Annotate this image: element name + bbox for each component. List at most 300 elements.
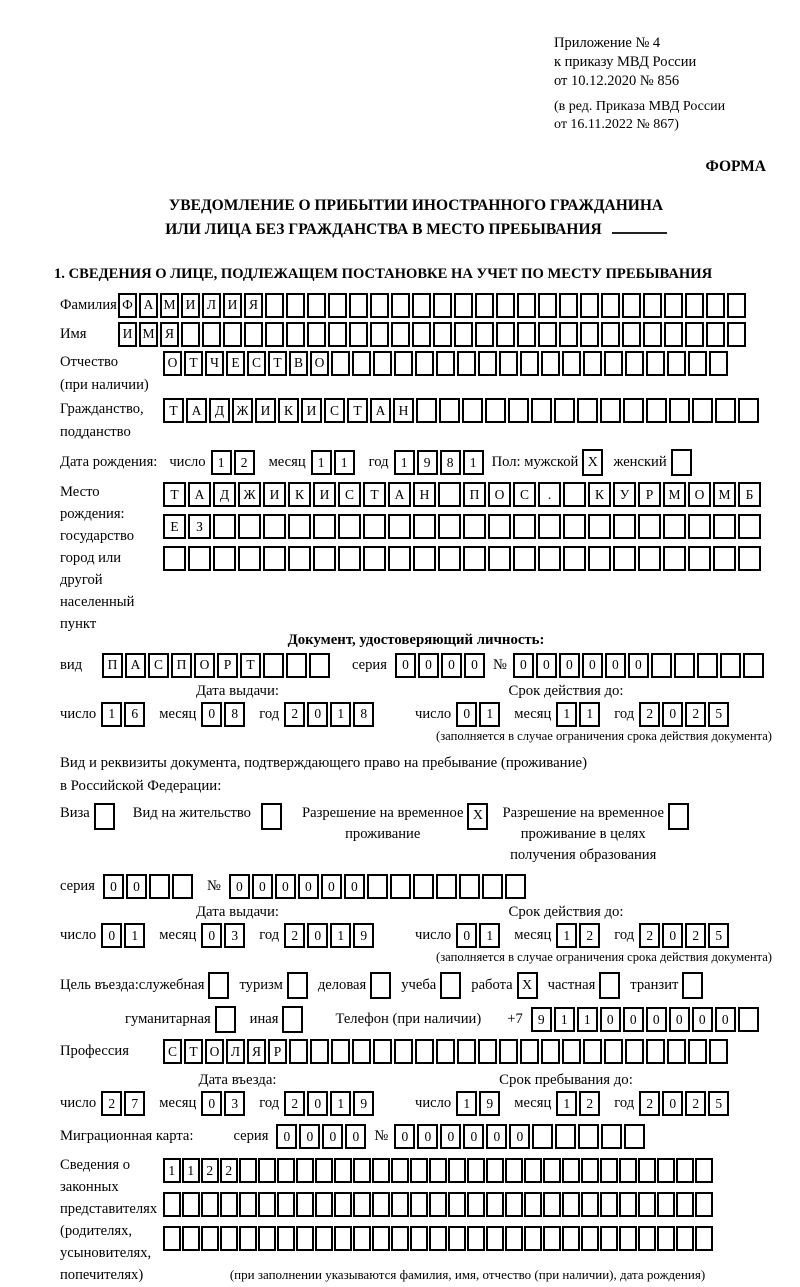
char-cell-filled[interactable]: 2 — [201, 1158, 219, 1183]
char-cell-filled[interactable]: 1 — [577, 1007, 598, 1032]
char-cell-empty[interactable] — [562, 351, 581, 376]
char-cell-empty[interactable] — [541, 1039, 560, 1064]
char-cell-filled[interactable]: 0 — [440, 1124, 461, 1149]
char-cell-empty[interactable] — [496, 322, 515, 347]
char-cell-empty[interactable] — [429, 1158, 447, 1183]
char-cell-empty[interactable] — [580, 322, 599, 347]
char-cell-empty[interactable] — [667, 351, 686, 376]
char-cell-empty[interactable] — [412, 322, 431, 347]
char-cell-empty[interactable] — [307, 322, 326, 347]
char-cell-empty[interactable] — [600, 1158, 618, 1183]
char-cell-empty[interactable] — [334, 1192, 352, 1217]
char-cell-filled[interactable]: И — [223, 293, 242, 318]
char-cell-filled[interactable]: 1 — [330, 1091, 351, 1116]
char-cell-empty[interactable] — [499, 1039, 518, 1064]
char-cell-empty[interactable] — [577, 398, 598, 423]
char-cell-filled[interactable]: К — [278, 398, 299, 423]
char-cell-empty[interactable] — [513, 546, 536, 571]
char-cell-filled[interactable]: 0 — [201, 1091, 222, 1116]
char-cell-filled[interactable]: М — [663, 482, 686, 507]
char-cell-empty[interactable] — [562, 1039, 581, 1064]
char-cell-empty[interactable] — [643, 322, 662, 347]
char-cell-empty[interactable] — [475, 293, 494, 318]
char-cell-filled[interactable]: 5 — [708, 702, 729, 727]
char-cell-filled[interactable]: 2 — [284, 702, 305, 727]
char-cell-empty[interactable] — [524, 1158, 542, 1183]
char-cell-empty[interactable] — [508, 398, 529, 423]
char-cell-empty[interactable] — [588, 546, 611, 571]
char-cell-empty[interactable] — [454, 293, 473, 318]
char-cell-empty[interactable] — [688, 514, 711, 539]
char-cell-filled[interactable]: 7 — [124, 1091, 145, 1116]
char-cell-filled[interactable]: 0 — [275, 874, 296, 899]
char-cell-filled[interactable]: Р — [217, 653, 238, 678]
char-cell-empty[interactable] — [353, 1158, 371, 1183]
char-cell-empty[interactable] — [505, 1226, 523, 1251]
char-cell-empty[interactable] — [622, 322, 641, 347]
char-cell-filled[interactable]: 0 — [669, 1007, 690, 1032]
char-cell-filled[interactable]: Д — [213, 482, 236, 507]
char-cell-filled[interactable]: Е — [226, 351, 245, 376]
char-cell-filled[interactable]: 2 — [234, 450, 255, 475]
char-cell-empty[interactable] — [172, 874, 193, 899]
char-cell-filled[interactable]: 2 — [101, 1091, 122, 1116]
char-cell-empty[interactable] — [674, 653, 695, 678]
char-cell-empty[interactable] — [328, 293, 347, 318]
char-cell-empty[interactable] — [482, 874, 503, 899]
char-cell-empty[interactable] — [562, 1226, 580, 1251]
char-cell-filled[interactable]: Т — [184, 351, 203, 376]
char-cell-empty[interactable] — [727, 293, 746, 318]
char-cell-empty[interactable] — [738, 546, 761, 571]
char-cell-empty[interactable] — [413, 514, 436, 539]
char-cell-empty[interactable] — [467, 1158, 485, 1183]
char-cell-filled[interactable]: 1 — [124, 923, 145, 948]
char-cell-empty[interactable] — [349, 322, 368, 347]
char-cell-empty[interactable] — [286, 653, 307, 678]
char-cell-empty[interactable] — [601, 1124, 622, 1149]
char-cell-empty[interactable] — [436, 351, 455, 376]
char-cell-empty[interactable] — [286, 322, 305, 347]
char-cell-filled[interactable]: С — [247, 351, 266, 376]
char-cell-empty[interactable] — [352, 1039, 371, 1064]
char-cell-filled[interactable]: 0 — [103, 874, 124, 899]
char-cell-filled[interactable]: 3 — [224, 1091, 245, 1116]
char-cell-empty[interactable] — [688, 351, 707, 376]
char-cell-empty[interactable] — [289, 1039, 308, 1064]
char-cell-filled[interactable]: З — [188, 514, 211, 539]
char-cell-empty[interactable] — [619, 1226, 637, 1251]
char-cell-filled[interactable]: М — [160, 293, 179, 318]
char-cell-filled[interactable]: 0 — [692, 1007, 713, 1032]
char-cell-empty[interactable] — [543, 1226, 561, 1251]
char-cell-empty[interactable] — [613, 514, 636, 539]
char-cell-empty[interactable] — [182, 1192, 200, 1217]
char-cell-empty[interactable] — [486, 1226, 504, 1251]
char-cell-filled[interactable]: А — [370, 398, 391, 423]
char-cell-empty[interactable] — [563, 482, 586, 507]
char-cell-empty[interactable] — [478, 351, 497, 376]
char-cell-filled[interactable]: И — [181, 293, 200, 318]
char-cell-empty[interactable] — [239, 1158, 257, 1183]
char-cell-filled[interactable]: С — [163, 1039, 182, 1064]
char-cell-empty[interactable] — [588, 514, 611, 539]
char-cell-filled[interactable]: 0 — [628, 653, 649, 678]
char-cell-filled[interactable]: 0 — [456, 702, 477, 727]
char-cell-filled[interactable]: Т — [184, 1039, 203, 1064]
char-cell-empty[interactable] — [555, 1124, 576, 1149]
char-cell-empty[interactable] — [413, 874, 434, 899]
char-cell-empty[interactable] — [600, 1192, 618, 1217]
char-cell-empty[interactable] — [202, 322, 221, 347]
char-cell-empty[interactable] — [619, 1192, 637, 1217]
char-cell-filled[interactable]: О — [163, 351, 182, 376]
char-cell-empty[interactable] — [541, 351, 560, 376]
purpose-work-checkbox[interactable]: X — [517, 972, 538, 999]
char-cell-empty[interactable] — [370, 322, 389, 347]
char-cell-empty[interactable] — [373, 351, 392, 376]
char-cell-empty[interactable] — [651, 653, 672, 678]
char-cell-filled[interactable]: 2 — [685, 1091, 706, 1116]
char-cell-filled[interactable]: Н — [413, 482, 436, 507]
char-cell-empty[interactable] — [657, 1192, 675, 1217]
char-cell-empty[interactable] — [685, 293, 704, 318]
char-cell-filled[interactable]: Ж — [232, 398, 253, 423]
purpose-humanitarian-checkbox[interactable] — [215, 1006, 236, 1033]
char-cell-filled[interactable]: С — [148, 653, 169, 678]
char-cell-empty[interactable] — [391, 293, 410, 318]
char-cell-empty[interactable] — [486, 1192, 504, 1217]
char-cell-empty[interactable] — [391, 1192, 409, 1217]
char-cell-filled[interactable]: 0 — [715, 1007, 736, 1032]
char-cell-empty[interactable] — [182, 1226, 200, 1251]
char-cell-filled[interactable]: М — [713, 482, 736, 507]
char-cell-empty[interactable] — [496, 293, 515, 318]
char-cell-empty[interactable] — [625, 351, 644, 376]
char-cell-empty[interactable] — [438, 514, 461, 539]
char-cell-filled[interactable]: А — [186, 398, 207, 423]
char-cell-filled[interactable]: А — [388, 482, 411, 507]
char-cell-empty[interactable] — [258, 1192, 276, 1217]
char-cell-empty[interactable] — [429, 1226, 447, 1251]
char-cell-filled[interactable]: О — [194, 653, 215, 678]
char-cell-empty[interactable] — [315, 1192, 333, 1217]
char-cell-empty[interactable] — [448, 1192, 466, 1217]
char-cell-empty[interactable] — [583, 1039, 602, 1064]
char-cell-filled[interactable]: 1 — [456, 1091, 477, 1116]
char-cell-filled[interactable]: Я — [244, 293, 263, 318]
char-cell-filled[interactable]: 0 — [418, 653, 439, 678]
char-cell-filled[interactable]: 2 — [579, 923, 600, 948]
char-cell-empty[interactable] — [391, 322, 410, 347]
char-cell-empty[interactable] — [370, 293, 389, 318]
char-cell-filled[interactable]: 2 — [639, 1091, 660, 1116]
char-cell-empty[interactable] — [436, 1039, 455, 1064]
char-cell-empty[interactable] — [499, 351, 518, 376]
char-cell-filled[interactable]: 1 — [554, 1007, 575, 1032]
char-cell-filled[interactable]: П — [102, 653, 123, 678]
char-cell-empty[interactable] — [410, 1192, 428, 1217]
char-cell-filled[interactable]: 1 — [182, 1158, 200, 1183]
char-cell-filled[interactable]: Н — [393, 398, 414, 423]
char-cell-empty[interactable] — [263, 653, 284, 678]
char-cell-empty[interactable] — [331, 1039, 350, 1064]
char-cell-empty[interactable] — [448, 1158, 466, 1183]
char-cell-empty[interactable] — [388, 514, 411, 539]
char-cell-filled[interactable]: 0 — [456, 923, 477, 948]
char-cell-empty[interactable] — [213, 514, 236, 539]
char-cell-empty[interactable] — [692, 398, 713, 423]
char-cell-filled[interactable]: 2 — [579, 1091, 600, 1116]
char-cell-filled[interactable]: 5 — [708, 923, 729, 948]
char-cell-empty[interactable] — [580, 293, 599, 318]
char-cell-filled[interactable]: 0 — [395, 653, 416, 678]
char-cell-empty[interactable] — [315, 1158, 333, 1183]
char-cell-filled[interactable]: 2 — [639, 702, 660, 727]
char-cell-filled[interactable]: 2 — [639, 923, 660, 948]
char-cell-filled[interactable]: 0 — [307, 1091, 328, 1116]
char-cell-filled[interactable]: С — [338, 482, 361, 507]
char-cell-empty[interactable] — [438, 482, 461, 507]
char-cell-filled[interactable]: 8 — [224, 702, 245, 727]
char-cell-filled[interactable]: Я — [160, 322, 179, 347]
char-cell-empty[interactable] — [646, 1039, 665, 1064]
char-cell-empty[interactable] — [638, 514, 661, 539]
char-cell-filled[interactable]: 1 — [101, 702, 122, 727]
char-cell-filled[interactable]: Я — [247, 1039, 266, 1064]
char-cell-filled[interactable]: 0 — [441, 653, 462, 678]
char-cell-empty[interactable] — [363, 514, 386, 539]
char-cell-filled[interactable]: 9 — [353, 1091, 374, 1116]
char-cell-filled[interactable]: 0 — [344, 874, 365, 899]
char-cell-empty[interactable] — [416, 398, 437, 423]
char-cell-empty[interactable] — [709, 351, 728, 376]
char-cell-filled[interactable]: 1 — [479, 923, 500, 948]
char-cell-empty[interactable] — [543, 1192, 561, 1217]
char-cell-empty[interactable] — [624, 1124, 645, 1149]
char-cell-empty[interactable] — [296, 1226, 314, 1251]
char-cell-empty[interactable] — [669, 398, 690, 423]
char-cell-empty[interactable] — [467, 1226, 485, 1251]
char-cell-empty[interactable] — [238, 546, 261, 571]
char-cell-filled[interactable]: 0 — [662, 1091, 683, 1116]
char-cell-empty[interactable] — [613, 546, 636, 571]
char-cell-filled[interactable]: 2 — [685, 702, 706, 727]
char-cell-filled[interactable]: А — [139, 293, 158, 318]
char-cell-empty[interactable] — [201, 1192, 219, 1217]
char-cell-empty[interactable] — [353, 1226, 371, 1251]
char-cell-empty[interactable] — [388, 546, 411, 571]
char-cell-filled[interactable]: 9 — [417, 450, 438, 475]
char-cell-empty[interactable] — [410, 1158, 428, 1183]
char-cell-empty[interactable] — [467, 1192, 485, 1217]
char-cell-empty[interactable] — [436, 874, 457, 899]
char-cell-filled[interactable]: Д — [209, 398, 230, 423]
char-cell-empty[interactable] — [488, 546, 511, 571]
char-cell-empty[interactable] — [412, 293, 431, 318]
char-cell-filled[interactable]: Р — [268, 1039, 287, 1064]
char-cell-empty[interactable] — [223, 322, 242, 347]
char-cell-empty[interactable] — [334, 1158, 352, 1183]
char-cell-empty[interactable] — [601, 293, 620, 318]
char-cell-empty[interactable] — [706, 322, 725, 347]
char-cell-filled[interactable]: 0 — [126, 874, 147, 899]
char-cell-filled[interactable]: 1 — [163, 1158, 181, 1183]
char-cell-empty[interactable] — [676, 1192, 694, 1217]
char-cell-empty[interactable] — [394, 1039, 413, 1064]
char-cell-filled[interactable]: 0 — [605, 653, 626, 678]
char-cell-empty[interactable] — [581, 1226, 599, 1251]
char-cell-filled[interactable]: И — [301, 398, 322, 423]
char-cell-empty[interactable] — [622, 293, 641, 318]
char-cell-empty[interactable] — [505, 1158, 523, 1183]
char-cell-empty[interactable] — [277, 1226, 295, 1251]
char-cell-empty[interactable] — [676, 1158, 694, 1183]
char-cell-empty[interactable] — [328, 322, 347, 347]
char-cell-empty[interactable] — [562, 1158, 580, 1183]
char-cell-empty[interactable] — [462, 398, 483, 423]
char-cell-empty[interactable] — [524, 1192, 542, 1217]
char-cell-empty[interactable] — [334, 1226, 352, 1251]
char-cell-empty[interactable] — [309, 653, 330, 678]
char-cell-filled[interactable]: Т — [163, 482, 186, 507]
char-cell-filled[interactable]: 0 — [486, 1124, 507, 1149]
char-cell-empty[interactable] — [538, 293, 557, 318]
char-cell-empty[interactable] — [415, 351, 434, 376]
char-cell-filled[interactable]: 0 — [299, 1124, 320, 1149]
char-cell-empty[interactable] — [646, 398, 667, 423]
char-cell-empty[interactable] — [532, 1124, 553, 1149]
char-cell-empty[interactable] — [363, 546, 386, 571]
char-cell-filled[interactable]: Е — [163, 514, 186, 539]
char-cell-filled[interactable]: К — [588, 482, 611, 507]
char-cell-empty[interactable] — [213, 546, 236, 571]
char-cell-empty[interactable] — [463, 514, 486, 539]
char-cell-empty[interactable] — [657, 1226, 675, 1251]
char-cell-filled[interactable]: 0 — [321, 874, 342, 899]
purpose-transit-checkbox[interactable] — [682, 972, 703, 999]
char-cell-filled[interactable]: Т — [240, 653, 261, 678]
char-cell-empty[interactable] — [391, 1226, 409, 1251]
char-cell-filled[interactable]: Т — [363, 482, 386, 507]
char-cell-empty[interactable] — [277, 1192, 295, 1217]
char-cell-filled[interactable]: Р — [638, 482, 661, 507]
char-cell-empty[interactable] — [188, 546, 211, 571]
char-cell-empty[interactable] — [638, 1158, 656, 1183]
char-cell-empty[interactable] — [625, 1039, 644, 1064]
char-cell-empty[interactable] — [638, 1192, 656, 1217]
char-cell-filled[interactable]: М — [139, 322, 158, 347]
char-cell-filled[interactable]: 8 — [353, 702, 374, 727]
char-cell-filled[interactable]: 0 — [322, 1124, 343, 1149]
char-cell-filled[interactable]: . — [538, 482, 561, 507]
char-cell-filled[interactable]: 1 — [463, 450, 484, 475]
char-cell-empty[interactable] — [315, 1226, 333, 1251]
char-cell-empty[interactable] — [619, 1158, 637, 1183]
temp-permit-checkbox[interactable]: X — [467, 803, 488, 830]
char-cell-empty[interactable] — [664, 322, 683, 347]
purpose-business-checkbox[interactable] — [370, 972, 391, 999]
char-cell-empty[interactable] — [520, 351, 539, 376]
char-cell-empty[interactable] — [475, 322, 494, 347]
char-cell-empty[interactable] — [265, 293, 284, 318]
char-cell-empty[interactable] — [663, 546, 686, 571]
char-cell-filled[interactable]: 0 — [536, 653, 557, 678]
char-cell-empty[interactable] — [743, 653, 764, 678]
char-cell-filled[interactable]: И — [118, 322, 137, 347]
char-cell-empty[interactable] — [559, 293, 578, 318]
char-cell-filled[interactable]: 0 — [600, 1007, 621, 1032]
residence-permit-checkbox[interactable] — [261, 803, 282, 830]
char-cell-filled[interactable]: К — [288, 482, 311, 507]
char-cell-empty[interactable] — [313, 546, 336, 571]
char-cell-filled[interactable]: 0 — [101, 923, 122, 948]
char-cell-empty[interactable] — [695, 1226, 713, 1251]
char-cell-empty[interactable] — [664, 293, 683, 318]
char-cell-filled[interactable]: 0 — [201, 923, 222, 948]
char-cell-empty[interactable] — [338, 514, 361, 539]
char-cell-empty[interactable] — [220, 1226, 238, 1251]
purpose-official-checkbox[interactable] — [208, 972, 229, 999]
char-cell-empty[interactable] — [554, 398, 575, 423]
char-cell-empty[interactable] — [265, 322, 284, 347]
char-cell-empty[interactable] — [720, 653, 741, 678]
char-cell-empty[interactable] — [163, 1192, 181, 1217]
char-cell-empty[interactable] — [604, 1039, 623, 1064]
char-cell-empty[interactable] — [738, 398, 759, 423]
char-cell-filled[interactable]: 1 — [330, 702, 351, 727]
char-cell-empty[interactable] — [488, 514, 511, 539]
char-cell-filled[interactable]: 1 — [334, 450, 355, 475]
char-cell-empty[interactable] — [296, 1158, 314, 1183]
char-cell-filled[interactable]: 0 — [646, 1007, 667, 1032]
char-cell-empty[interactable] — [663, 514, 686, 539]
char-cell-filled[interactable]: 2 — [284, 923, 305, 948]
char-cell-empty[interactable] — [372, 1226, 390, 1251]
char-cell-empty[interactable] — [578, 1124, 599, 1149]
char-cell-empty[interactable] — [181, 322, 200, 347]
char-cell-empty[interactable] — [563, 514, 586, 539]
char-cell-filled[interactable]: 1 — [479, 702, 500, 727]
char-cell-filled[interactable]: С — [513, 482, 536, 507]
char-cell-filled[interactable]: 9 — [531, 1007, 552, 1032]
char-cell-filled[interactable]: 3 — [224, 923, 245, 948]
char-cell-empty[interactable] — [372, 1192, 390, 1217]
char-cell-empty[interactable] — [600, 398, 621, 423]
char-cell-empty[interactable] — [685, 322, 704, 347]
char-cell-empty[interactable] — [448, 1226, 466, 1251]
char-cell-filled[interactable]: 0 — [394, 1124, 415, 1149]
char-cell-empty[interactable] — [459, 874, 480, 899]
char-cell-filled[interactable]: 0 — [559, 653, 580, 678]
char-cell-filled[interactable]: 0 — [623, 1007, 644, 1032]
char-cell-filled[interactable]: 0 — [513, 653, 534, 678]
char-cell-filled[interactable]: В — [289, 351, 308, 376]
char-cell-filled[interactable]: 2 — [284, 1091, 305, 1116]
char-cell-filled[interactable]: 2 — [685, 923, 706, 948]
char-cell-filled[interactable]: Ж — [238, 482, 261, 507]
char-cell-empty[interactable] — [296, 1192, 314, 1217]
char-cell-filled[interactable]: И — [255, 398, 276, 423]
char-cell-filled[interactable]: 1 — [556, 1091, 577, 1116]
char-cell-empty[interactable] — [695, 1158, 713, 1183]
char-cell-empty[interactable] — [531, 398, 552, 423]
char-cell-filled[interactable]: П — [171, 653, 192, 678]
char-cell-empty[interactable] — [439, 398, 460, 423]
char-cell-empty[interactable] — [520, 1039, 539, 1064]
char-cell-empty[interactable] — [457, 351, 476, 376]
char-cell-filled[interactable]: И — [263, 482, 286, 507]
